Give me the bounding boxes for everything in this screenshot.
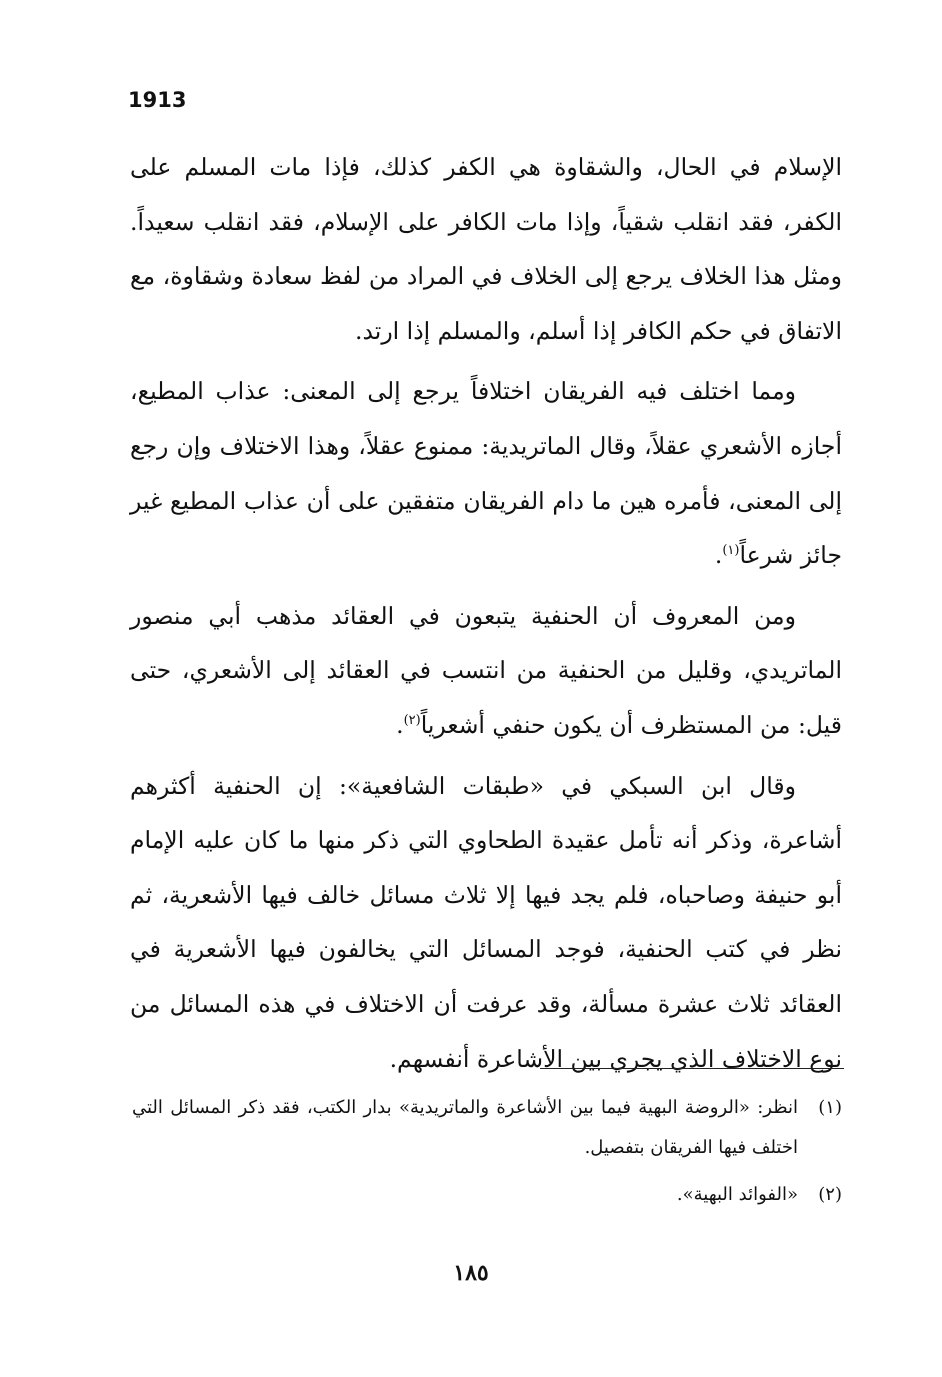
footnote-ref-2[interactable]: (٢) bbox=[403, 713, 421, 729]
paragraph-3-text: ومن المعروف أن الحنفية يتبعون في العقائد مذهب أبي منصور الماتريدي، وقليل من الحنفية من انتسب في العقائد إلى الأشعري، حتى قيل: من المستظرف أن يكون حنفي أشعرياً bbox=[130, 601, 842, 739]
footnote-text: انظر: «الروضة البهية فيما بين الأشاعرة والماتريدية» بدار الكتب، فقد ذكر المسائل التي اختلف فيها الفريقان بتفصيل. bbox=[132, 1097, 798, 1158]
footnote-number: (٢) bbox=[818, 1184, 842, 1205]
paragraph-2 bbox=[130, 364, 842, 582]
page-marker: 1913 bbox=[128, 88, 187, 112]
period: . bbox=[396, 710, 404, 739]
footnote-1 bbox=[132, 1088, 842, 1168]
paragraph-4: وقال ابن السبكي في «طبقات الشافعية»: إن الحنفية أكثرهم أشاعرة، وذكر أنه تأمل عقيدة الطحاوي التي ذكر منها ما كان عليه الإمام أبو حنيفة وصاحباه، فلم يجد فيها إلا ثلاث مسائل خالف فيها الأشعرية، ثم نظر في كتب الحنفية، فوجد المسائل التي يخالفون فيها الأشعرية في العقائد ثلاث عشرة مسألة، وقد عرفت أن الاختلاف في هذه المسائل من نوع الاختلاف الذي يجري بين الأشاعرة أنفسهم. bbox=[130, 771, 842, 1073]
footnote-2 bbox=[132, 1175, 842, 1215]
period: . bbox=[714, 541, 723, 570]
paragraph-1: الإسلام في الحال، والشقاوة هي الكفر كذلك، فإذا مات المسلم على الكفر، فقد انقلب شقياً، وإذا مات الكافر على الإسلام، فقد انقلب سعيداً. ومثل هذا الخلاف يرجع إلى الخلاف في المراد من لفظ سعادة وشقاوة، مع الاتفاق في حكم الكافر إذا أسلم، والمسلم إذا ارتد. bbox=[130, 153, 842, 345]
footnote-number: (١) bbox=[818, 1097, 842, 1118]
footnote-divider bbox=[540, 1068, 844, 1069]
footnote-ref-1[interactable]: (١) bbox=[722, 543, 740, 559]
page-number: ١٨٥ bbox=[453, 1260, 489, 1286]
footnote-text: «الفوائد البهية». bbox=[676, 1184, 798, 1205]
paragraph-2-text: ومما اختلف فيه الفريقان اختلافاً يرجع إلى المعنى: عذاب المطيع، أجازه الأشعري عقلاً، وقال الماتريدية: ممنوع عقلاً، وهذا الاختلاف وإن رجع إلى المعنى، فأمره هين ما دام الفريقان متفقين على أن عذاب المطيع غير جائز شرعاً bbox=[130, 377, 842, 570]
main-text bbox=[130, 140, 842, 1092]
paragraph-3 bbox=[130, 589, 842, 753]
footnotes bbox=[132, 1088, 842, 1222]
